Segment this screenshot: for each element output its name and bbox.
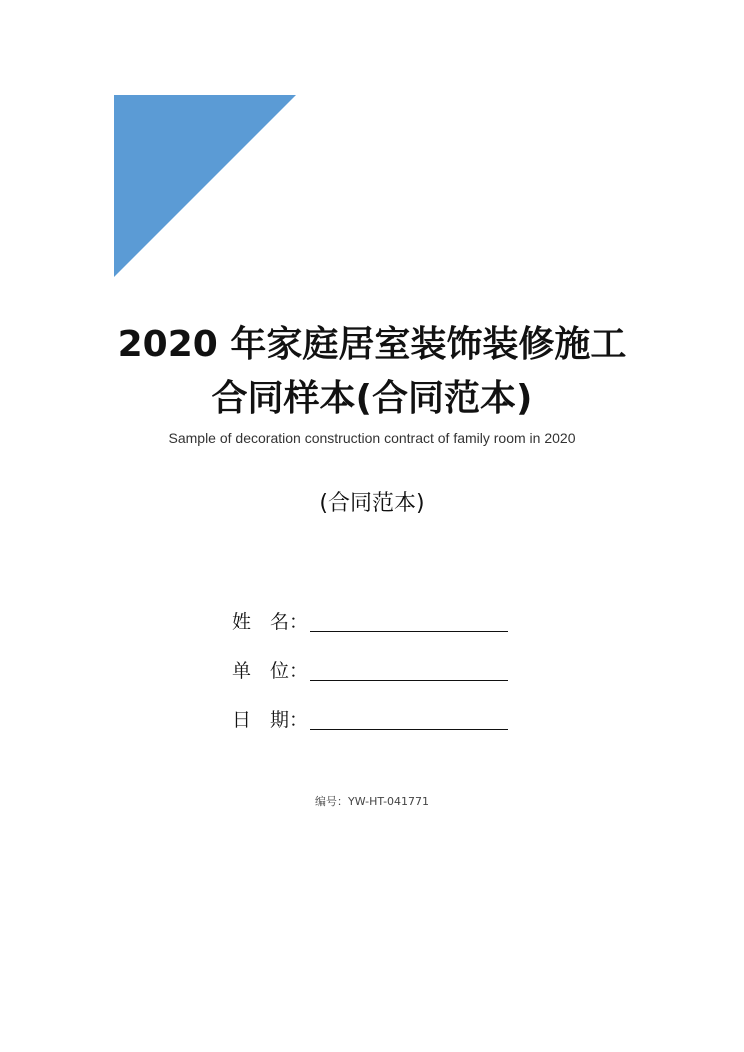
unit-field-label: 单 位： [232, 660, 309, 682]
date-field-row [232, 703, 508, 733]
cover-title [0, 318, 744, 372]
name-field-row [232, 605, 508, 635]
date-field-label: 日 期： [232, 709, 309, 731]
title-line-1: 2020 年家庭居室装饰装修施工 [117, 324, 627, 365]
title-line-2-clipped [0, 372, 744, 419]
unit-field-blank[interactable] [310, 680, 508, 681]
english-subtitle: Sample of decoration construction contract of family room in 2020 [168, 430, 576, 446]
date-field-blank[interactable] [310, 729, 508, 730]
name-field-label: 姓 名： [232, 611, 309, 633]
title-line-2: 合同样本(合同范本) [211, 378, 533, 419]
corner-accent-triangle [114, 95, 296, 277]
document-number: 编号：YW-HT-041771 [314, 795, 430, 808]
contract-type-label: (合同范本) [319, 491, 425, 516]
unit-field-row [232, 654, 508, 684]
name-field-blank[interactable] [310, 631, 508, 632]
